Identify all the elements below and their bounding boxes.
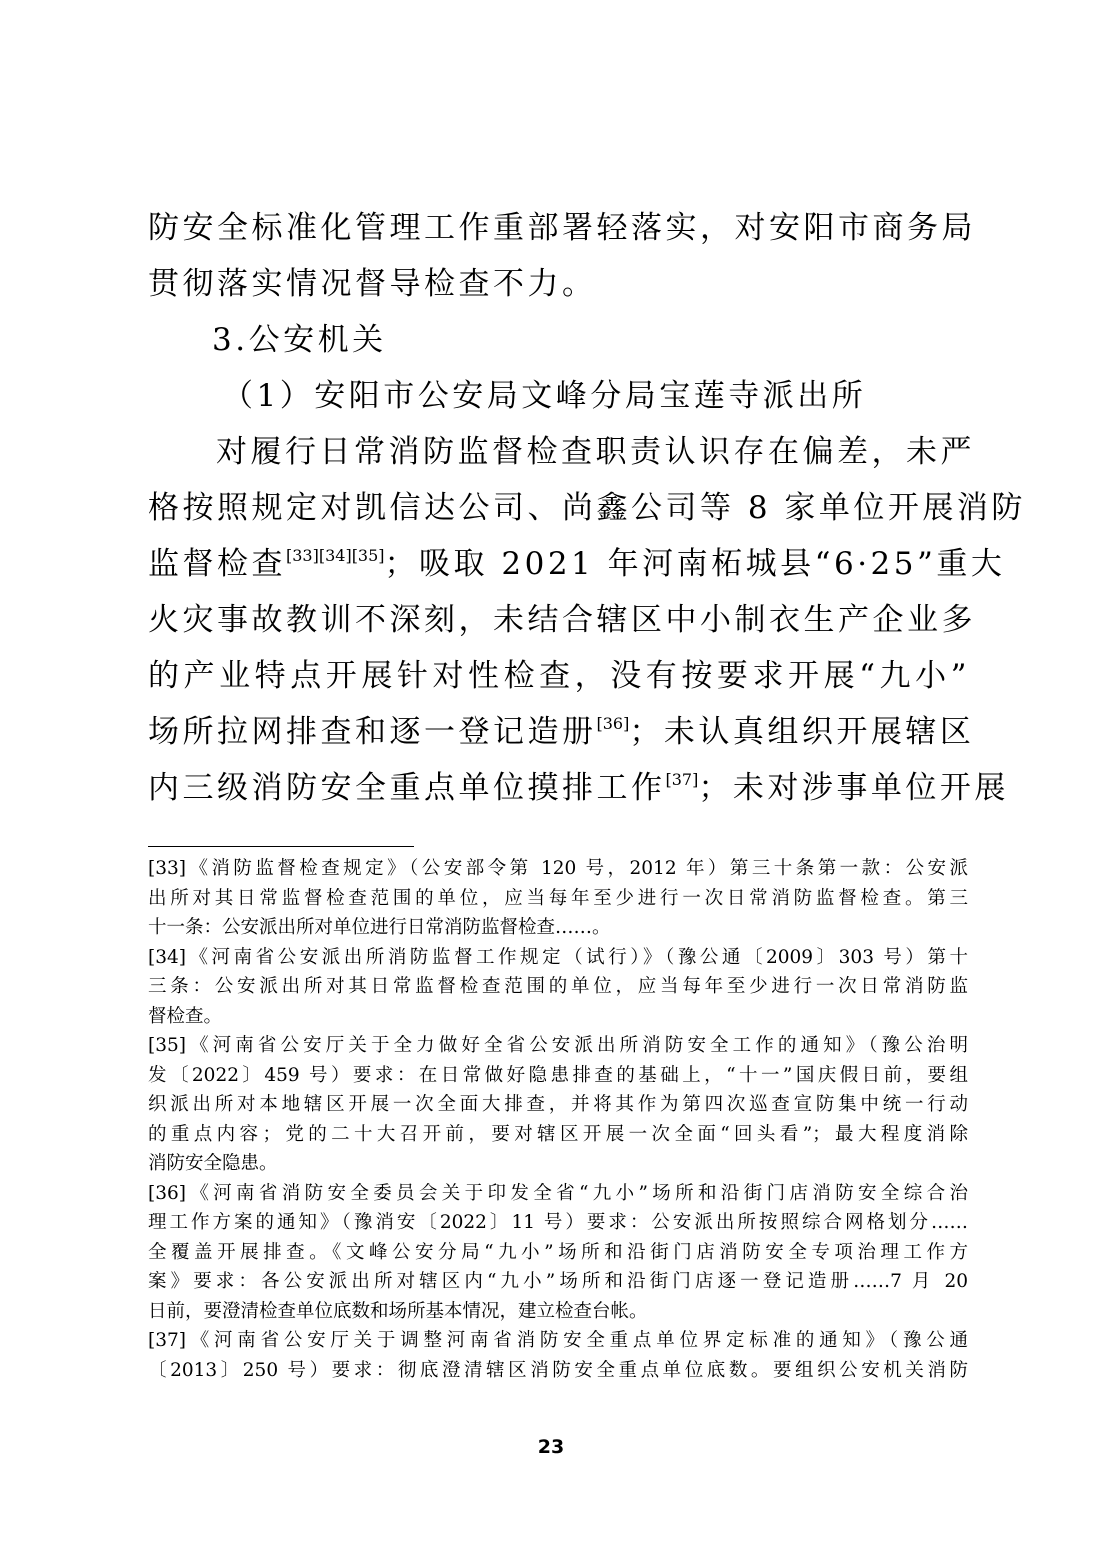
footnote-line: 出所对其日常监督检查范围的单位，应当每年至少进行一次日常消防监督检查。第三 [148,887,968,909]
footnote-line: 消防安全隐患。 [148,1153,278,1174]
footnote-line: [34]《河南省公安派出所消防监督工作规定（试行）》（豫公通〔2009〕303 号）第十 [148,946,968,968]
footnote-line: 织派出所对本地辖区开展一次全面大排查，并将其作为第四次巡查宣防集中统一行动 [148,1094,968,1115]
body-text [148,200,1026,816]
footnote-line: 的重点内容；党的二十大召开前，要对辖区开展一次全面“回头看”；最大程度消除 [148,1123,968,1145]
body-text-segment: 内三级消防安全重点单位摸排工作 [148,770,666,806]
body-line: 贯彻落实情况督导检查不力。 [148,266,597,302]
footnote-line: 〔2013〕250 号）要求：彻底澄清辖区消防安全重点单位底数。要组织公安机关消防 [148,1359,968,1381]
body-line [148,760,1009,816]
footnote-line: 全覆盖开展排查。《文峰公安分局“九小”场所和沿街门店消防安全专项治理工作方 [148,1241,968,1263]
body-text-segment: 监督检查 [148,546,286,582]
footnote-line: 十一条：公安派出所对单位进行日常消防监督检查……。 [148,917,611,938]
footnote-reference: [36] [596,714,630,733]
body-line: 对履行日常消防监督检查职责认识存在偏差，未严 [216,434,975,470]
footnote-line: 理工作方案的通知》（豫消安〔2022〕11 号）要求：公安派出所按照综合网格划分…… [148,1212,968,1233]
subsection-heading: （1）安阳市公安局文峰分局宝莲寺派出所 [222,378,867,414]
footnote-reference: [37] [665,770,699,789]
body-text-segment: ；未对涉事单位开展 [698,770,1009,806]
body-line [148,536,1006,592]
footnote-line: [37]《河南省公安厅关于调整河南省消防安全重点单位界定标准的通知》（豫公通 [148,1330,968,1351]
footnote-line: 督检查。 [148,1005,223,1027]
footnote-line: 三条：公安派出所对其日常监督检查范围的单位，应当每年至少进行一次日常消防监 [148,976,968,997]
footnotes [148,854,968,1385]
body-line [148,704,975,760]
body-line: 火灾事故教训不深刻，未结合辖区中小制衣生产企业多 [148,602,976,638]
footnote-reference: [33][34][35] [286,546,385,565]
footnote-line: 日前，要澄清检查单位底数和场所基本情况，建立检查台帐。 [148,1300,648,1322]
footnote-line: [35]《河南省公安厅关于全力做好全省公安派出所消防安全工作的通知》（豫公治明 [148,1035,968,1056]
body-text-segment: ；吸取 2021 年河南柘城县“6·25”重大 [384,546,1006,582]
footnote-line: [36]《河南省消防安全委员会关于印发全省“九小”场所和沿街门店消防安全综合治 [148,1182,968,1204]
section-heading: 3.公安机关 [212,322,387,358]
body-line: 的产业特点开展针对性检查，没有按要求开展“九小” [148,658,970,694]
page-number: 23 [537,1436,565,1458]
footnote-line: [33]《消防监督检查规定》（公安部令第 120 号，2012 年）第三十条第一款：公安派 [148,858,968,879]
body-line: 防安全标准化管理工作重部署轻落实，对安阳市商务局 [148,210,976,246]
footnote-line: 发〔2022〕459 号）要求：在日常做好隐患排查的基础上，“十一”国庆假日前，要组 [148,1064,968,1086]
body-text-segment: ；未认真组织开展辖区 [629,714,975,750]
body-text-segment: 场所拉网排查和逐一登记造册 [148,714,597,750]
body-line: 格按照规定对凯信达公司、尚鑫公司等 8 家单位开展消防 [148,490,1026,526]
footnote-line: 案》要求：各公安派出所对辖区内“九小”场所和沿街门店逐一登记造册……7 月 20 [148,1271,968,1292]
footnote-divider [148,846,414,847]
